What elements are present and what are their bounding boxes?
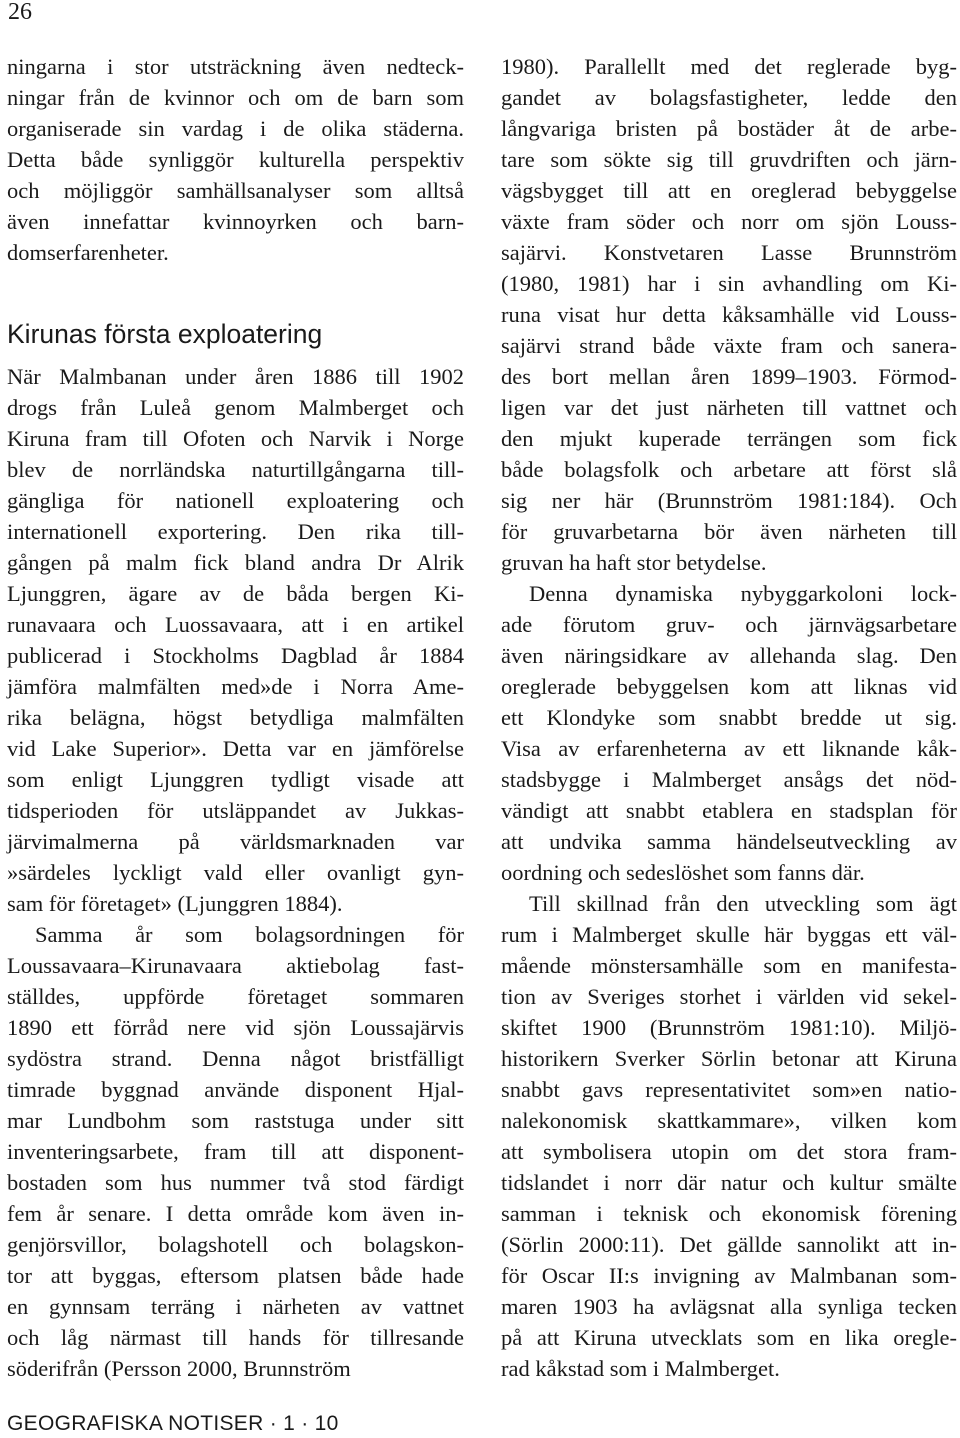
text-line: en gynnsam terräng i närheten av vattnet	[7, 1294, 464, 1319]
text-line: inventeringsarbete, fram till att disponent-	[7, 1139, 464, 1164]
text-line: ningarna i stor utsträckning även nedteck-	[7, 54, 464, 79]
text-line: rika belägna, högst betydliga malmfälten	[7, 705, 464, 730]
text-line: vändigt att snabbt etablera en stadsplan för	[501, 798, 957, 823]
text-line: för gruvarbetarna bör även närheten till	[501, 519, 957, 544]
text-line: gängliga för nationell exploatering och	[7, 488, 464, 513]
paragraph	[7, 919, 464, 1384]
text-line: sam för företaget» (Ljunggren 1884).	[7, 891, 343, 916]
text-line: att undvika samma händelseutveckling av	[501, 829, 957, 854]
text-line: snabbt gavs representativitet som»en natio-	[501, 1077, 957, 1102]
section-heading: Kirunas första exploatering	[7, 319, 323, 349]
page-number: 26	[8, 0, 32, 25]
paragraph	[501, 888, 957, 1384]
text-line: sajärvi. Konstvetaren Lasse Brunnström	[501, 240, 957, 265]
text-line: söderifrån (Persson 2000, Brunnström	[7, 1356, 351, 1381]
text-line: Denna dynamiska nybyggarkoloni lock-	[529, 581, 957, 606]
text-line: tidslandet i norr där natur och kultur smälte	[501, 1170, 957, 1195]
text-line: historikern Sverker Sörlin betonar att Kiruna	[501, 1046, 957, 1071]
text-line: 1890 ett förråd nere vid sjön Loussajärvis	[7, 1015, 464, 1040]
text-line: järvimalmerna på världsmarknaden var	[7, 829, 464, 854]
text-line: Samma år som bolagsordningen för	[35, 922, 464, 947]
text-line: den mjukt kuperade terrängen som fick	[501, 426, 957, 451]
text-line: maren 1903 ha avlägsnat alla synliga tecken	[501, 1294, 957, 1319]
text-line: jämföra malmfälten med»de i Norra Ame-	[7, 674, 464, 699]
text-line: ett Klondyke som snabbt bredde ut sig.	[501, 705, 957, 730]
text-line: sajärvi strand både växte fram och sanera-	[501, 333, 957, 358]
text-line: (1980, 1981) har i sin avhandling om Ki-	[501, 271, 957, 296]
journal-footer: GEOGRAFISKA NOTISER · 1 · 10	[7, 1412, 339, 1435]
text-line: och möjliggör samhällsanalyser som alltså	[7, 178, 464, 203]
text-line: bostaden som hus nummer två stod färdigt	[7, 1170, 464, 1195]
text-line: runa visat hur detta kåksamhälle vid Louss-	[501, 302, 957, 327]
text-line: rad kåkstad som i Malmberget.	[501, 1356, 780, 1381]
text-line: och låg närmast till hands för tillresande	[7, 1325, 464, 1350]
right-column	[501, 51, 957, 1384]
text-line: sydöstra strand. Denna något bristfälligt	[7, 1046, 464, 1071]
text-line: som enligt Ljunggren tydligt visade att	[7, 767, 464, 792]
text-line: Ljunggren, ägare av de båda bergen Ki-	[7, 581, 464, 606]
text-line: runavaara och Luossavaara, att i en artikel	[7, 612, 464, 637]
text-line: Kiruna fram till Ofoten och Narvik i Norge	[7, 426, 464, 451]
text-line: vägsbygget till att en oreglerad bebyggelse	[501, 178, 957, 203]
text-line: genjörsvillor, bolagshotell och bolagskon-	[7, 1232, 464, 1257]
text-line: publicerad i Stockholms Dagblad år 1884	[7, 643, 464, 668]
text-line: fem år senare. I detta område kom även in-	[7, 1201, 464, 1226]
text-line: vid Lake Superior». Detta var en jämförelse	[7, 736, 464, 761]
text-line: mar Lundbohm som raststuga under sitt	[7, 1108, 464, 1133]
text-line: stadsbygge i Malmberget ansågs det nöd-	[501, 767, 957, 792]
text-line: timrade byggnad använde disponent Hjal-	[7, 1077, 464, 1102]
text-line: Visa av erfarenheterna av ett liknande kåk-	[501, 736, 957, 761]
text-line: Till skillnad från den utveckling som ägt	[529, 891, 957, 916]
text-line: organiserade sin vardag i de olika städerna.	[7, 116, 464, 141]
text-line: tidsperioden för utsläppandet av Jukkas-	[7, 798, 464, 823]
text-line: (Sörlin 2000:11). Det gällde sannolikt att in-	[501, 1232, 957, 1257]
paragraph	[501, 51, 957, 578]
text-line: drogs från Luleå genom Malmberget och	[7, 395, 464, 420]
text-line: oreglerade bebyggelsen kom att liknas vid	[501, 674, 957, 699]
text-line: även innefattar kvinnoyrken och barn-	[7, 209, 464, 234]
text-line: Loussavaara–Kirunavaara aktiebolag fast-	[7, 953, 464, 978]
text-line: samman i teknisk och ekonomisk förening	[501, 1201, 957, 1226]
left-column	[7, 51, 464, 1384]
text-line: även näringsidkare av allehanda slag. Den	[501, 643, 957, 668]
text-line: »särdeles lyckligt vald eller ovanligt gyn-	[7, 860, 464, 885]
text-line: ställdes, uppförde företaget sommaren	[7, 984, 464, 1009]
text-line: ligen var det just närheten till vattnet och	[501, 395, 957, 420]
text-line: att symbolisera utopin om det stora fram-	[501, 1139, 957, 1164]
text-line: för Oscar II:s invigning av Malmbanan som-	[501, 1263, 957, 1288]
text-line: gruvan ha haft stor betydelse.	[501, 550, 767, 575]
text-line: domserfarenheter.	[7, 240, 169, 265]
text-line: gången på malm fick bland andra Dr Alrik	[7, 550, 464, 575]
text-line: tare som sökte sig till gruvdriften och järn-	[501, 147, 957, 172]
text-line: på att Kiruna utvecklats som en lika oregle-	[501, 1325, 957, 1350]
text-line: växte fram söder och norr om sjön Louss-	[501, 209, 957, 234]
text-line: 1980). Parallellt med det reglerade byg-	[501, 54, 957, 79]
text-line: rum i Malmberget skulle här byggas ett väl-	[501, 922, 957, 947]
text-line: ningar från de kvinnor och om de barn som	[7, 85, 464, 110]
text-line: skiftet 1900 (Brunnström 1981:10). Miljö-	[501, 1015, 957, 1040]
paragraph	[7, 361, 464, 919]
text-line: tion av Sveriges storhet i världen vid sekel-	[501, 984, 957, 1009]
text-line: ade förutom gruv- och järnvägsarbetare	[501, 612, 957, 637]
text-line: des bort mellan åren 1899–1903. Förmod-	[501, 364, 957, 389]
text-line: När Malmbanan under åren 1886 till 1902	[7, 364, 464, 389]
text-line: sig ner här (Brunnström 1981:184). Och	[501, 488, 957, 513]
text-line: nalekonomisk skattkammare», vilken kom	[501, 1108, 957, 1133]
text-line: internationell exportering. Den rika till-	[7, 519, 464, 544]
paragraph	[501, 578, 957, 888]
text-line: mående mönstersamhälle som en manifesta-	[501, 953, 957, 978]
text-line: tor att byggas, eftersom platsen både hade	[7, 1263, 464, 1288]
text-line: både bolagsfolk och arbetare att först slå	[501, 457, 957, 482]
text-line: blev de norrländska naturtillgångarna till-	[7, 457, 464, 482]
intro-paragraph	[7, 51, 464, 268]
text-line: gandet av bolagsfastigheter, ledde den	[501, 85, 957, 110]
text-line: oordning och sedeslöshet som fanns där.	[501, 860, 865, 885]
text-line: Detta både synliggör kulturella perspektiv	[7, 147, 464, 172]
text-line: långvariga bristen på bostäder åt de arbe-	[501, 116, 957, 141]
